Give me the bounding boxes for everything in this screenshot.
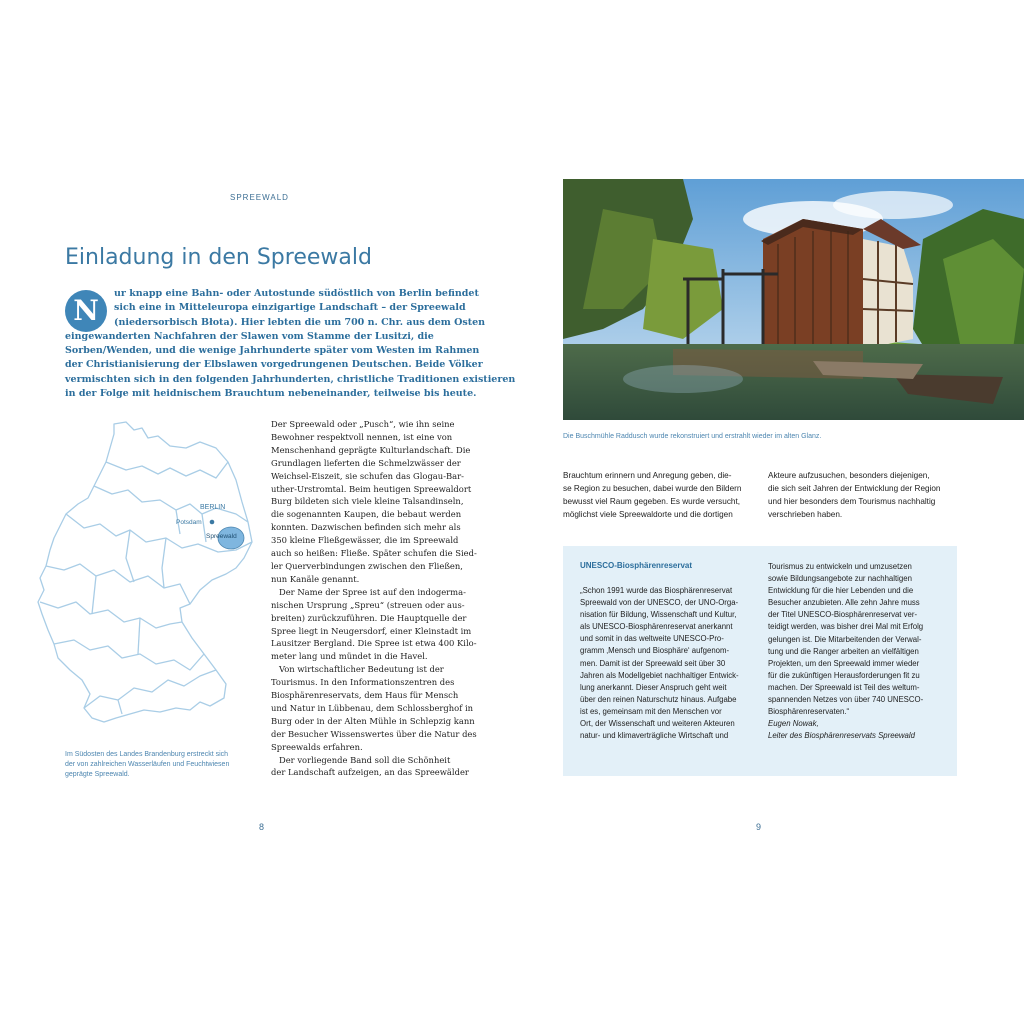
lead-line: vermischten sich in den folgenden Jahrhunderten, christliche Traditionen existieren bbox=[65, 373, 516, 385]
map-label-berlin: BERLIN bbox=[200, 504, 226, 511]
body-line: Lausitzer Bergland. Die Spree ist etwa 400 Kilo- bbox=[271, 638, 477, 649]
map-label-potsdam: Potsdam bbox=[176, 519, 202, 526]
infobox-line: über den reinen Naturschutz hinaus. Aufgabe bbox=[580, 694, 737, 704]
infobox-line: Besucher anzubieten. Alle zehn Jahre muss bbox=[768, 598, 920, 608]
body-line: nischen Ursprung „Spreu“ (streuen oder aus- bbox=[271, 599, 465, 610]
body-line: Grundlagen lieferten die Schmelzwässer der bbox=[271, 457, 461, 468]
lead-line: Sorben/Wenden, und die wenige Jahrhunderte später vom Westen im Rahmen bbox=[65, 345, 480, 357]
infobox-column-1 bbox=[580, 585, 760, 742]
infobox-line: machen. Der Spreewald ist Teil des weltum- bbox=[768, 682, 920, 692]
caption-line: der von zahlreichen Wasserläufen und Feuchtwiesen bbox=[65, 761, 230, 768]
page-number-right: 9 bbox=[756, 822, 762, 832]
infobox-line: nisation für Bildung, Wissenschaft und Kultur, bbox=[580, 610, 737, 620]
infobox-line: sowie Bildungsangebote zur nachhaltigen bbox=[768, 574, 912, 584]
body-line: 350 kleine Fließgewässer, die im Spreewald bbox=[271, 535, 459, 546]
body-line: Von wirtschaftlicher Bedeutung ist der bbox=[271, 664, 444, 675]
lead-paragraph bbox=[65, 287, 516, 401]
infobox-line: men. Damit ist der Spreewald seit über 30 bbox=[580, 658, 726, 668]
body-line: meter lang und mündet in die Havel. bbox=[271, 651, 428, 662]
body-line: konnten. Dazwischen befinden sich mehr als bbox=[271, 522, 461, 533]
dropcap: N bbox=[65, 290, 107, 332]
infobox-line: teidigt werden, was bisher drei Mal mit Erfolg bbox=[768, 622, 924, 632]
body-line: Burg oder in der Alten Mühle in Schlepzig kann bbox=[271, 715, 475, 726]
infobox-line: gramm ‚Mensch und Biosphäre‘ aufgenom- bbox=[580, 646, 730, 656]
infobox-line: Biosphärenreservaten.“ bbox=[768, 707, 850, 717]
infobox-line: und somit in das weltweite UNESCO-Pro- bbox=[580, 634, 724, 644]
infobox-author: Eugen Nowak, bbox=[768, 719, 819, 729]
section-label: SPREEWALD bbox=[230, 193, 289, 202]
infobox-line: als UNESCO-Biosphärenreservat anerkannt bbox=[580, 622, 733, 632]
lead-line: (niedersorbisch Błota). Hier lebten die um 700 n. Chr. aus dem Osten bbox=[114, 316, 486, 328]
body-line: der Landschaft aufzeigen, an das Spreewälder bbox=[271, 767, 469, 778]
body-line: uther-Urstromtal. Beim heutigen Spreewaldort bbox=[271, 483, 472, 494]
text-line: Brauchtum erinnern und Anregung geben, die- bbox=[563, 471, 732, 480]
body-line: Weichsel-Eiszeit, sie schufen das Glogau-Bar- bbox=[271, 470, 464, 481]
infobox-line: lung anerkannt. Dieser Anspruch geht weit bbox=[580, 682, 727, 692]
lead-line: eingewanderten Nachfahren der Slawen vom Stamme der Lusitzi, die bbox=[65, 330, 434, 342]
infobox-author-role: Leiter des Biosphärenreservats Spreewald bbox=[768, 731, 915, 741]
text-line: möglichst viele Spreewaldorte und die dortigen bbox=[563, 509, 733, 519]
infobox-title: UNESCO-Biosphärenreservat bbox=[580, 561, 693, 570]
caption-line: Im Südosten des Landes Brandenburg erstreckt sich bbox=[65, 751, 229, 758]
body-line: die sogenannten Kaupen, die bebaut werden bbox=[271, 509, 462, 520]
potsdam-marker bbox=[210, 520, 215, 525]
infobox-line: spannenden Netzes von über 740 UNESCO- bbox=[768, 695, 924, 705]
infobox-column-2 bbox=[768, 561, 953, 742]
body-line: Bewohner respektvoll nennen, ist eine von bbox=[271, 431, 453, 442]
infobox-line: Jahren als Modellgebiet nachhaltiger Entwick- bbox=[580, 670, 739, 680]
body-line: Spreewalds erfahren. bbox=[271, 741, 363, 752]
text-line: die sich seit Jahren der Entwicklung der Region bbox=[768, 483, 941, 493]
body-line: Tourismus. In den Informationszentren des bbox=[271, 677, 455, 688]
body-line: der Besucher Wissenswertes über die Natur des bbox=[271, 728, 477, 739]
body-column bbox=[271, 418, 477, 779]
infobox-line: gelungen ist. Die Mitarbeitenden der Verwal- bbox=[768, 634, 922, 644]
infobox-line: „Schon 1991 wurde das Biosphärenreservat bbox=[580, 586, 733, 595]
unesco-infobox bbox=[563, 546, 957, 776]
mill-photo bbox=[563, 179, 1024, 420]
map-label-spreewald: Spreewald bbox=[206, 533, 237, 540]
caption-line: geprägte Spreewald. bbox=[65, 771, 130, 778]
text-line: und hier besonders dem Tourismus nachhaltig bbox=[768, 496, 936, 506]
page-title: Einladung in den Spreewald bbox=[65, 245, 372, 270]
body-line: Biosphärenreservats, dem Haus für Mensch bbox=[271, 690, 459, 701]
infobox-line: Tourismus zu entwickeln und umzusetzen bbox=[768, 562, 912, 571]
body-line: Der Spreewald oder „Pusch“, wie ihn seine bbox=[271, 419, 455, 429]
body-line: ler Querverbindungen zwischen den Fließen, bbox=[271, 560, 463, 571]
text-column-1 bbox=[563, 470, 753, 522]
lead-line: der Christianisierung der Elbslawen vorgedrungenen Deutschen. Beide Völker bbox=[65, 359, 483, 371]
infobox-line: ist es, gemeinsam mit den Menschen vor bbox=[580, 706, 722, 716]
text-line: se Region zu besuchen, dabei wurde den Bildern bbox=[563, 483, 742, 493]
lead-line: sich eine in Mitteleuropa einzigartige Landschaft – der Spreewald bbox=[114, 302, 466, 314]
infobox-line: Ort, der Wissenschaft und weiteren Akteuren bbox=[580, 719, 735, 729]
infobox-line: der Titel UNESCO-Biosphärenreservat ver- bbox=[768, 610, 918, 620]
infobox-line: Spreewald von der UNESCO, der UNO-Orga- bbox=[580, 598, 739, 608]
text-column-2 bbox=[768, 470, 958, 522]
infobox-line: für die zukünftigen Herausforderungen fit zu bbox=[768, 670, 920, 680]
text-line: bewusst viel Raum gegeben. Es wurde versucht, bbox=[563, 496, 741, 506]
body-line: und Natur in Lübbenau, dem Schlossberghof in bbox=[271, 702, 474, 713]
body-line: breiten) zurückzuführen. Die Hauptquelle der bbox=[271, 612, 467, 623]
body-line: Menschenhand geprägte Kulturlandschaft. Die bbox=[271, 444, 471, 455]
page-number-left: 8 bbox=[259, 822, 265, 832]
germany-map bbox=[30, 418, 260, 738]
text-line: Akteure aufzusuchen, besonders diejenigen, bbox=[768, 471, 930, 480]
lead-line: in der Folge mit heidnischem Brauchtum nebeneinander, teilweise bis heute. bbox=[65, 388, 477, 400]
body-line: nun Kanäle genannt. bbox=[271, 573, 360, 584]
text-line: verschrieben haben. bbox=[768, 509, 843, 519]
map-caption bbox=[65, 750, 229, 780]
infobox-line: Entwicklung für die hier Lebenden und die bbox=[768, 586, 914, 596]
body-line: Der Name der Spree ist auf den indogerma- bbox=[271, 586, 466, 597]
body-line: Der vorliegende Band soll die Schönheit bbox=[271, 754, 451, 765]
body-line: auch so heißen: Fließe. Später schufen die Sied- bbox=[271, 548, 477, 559]
infobox-line: natur- und klimaverträgliche Wirtschaft und bbox=[580, 731, 729, 741]
photo-caption: Die Buschmühle Raddusch wurde rekonstruiert und erstrahlt wieder im alten Glanz. bbox=[563, 433, 822, 440]
lead-line: ur knapp eine Bahn- oder Autostunde südöstlich von Berlin befindet bbox=[114, 288, 479, 299]
infobox-line: tung und die Ranger arbeiten an vielfältigen bbox=[768, 646, 919, 656]
body-line: Spree liegt in Neugersdorf, einer Kleinstadt im bbox=[271, 625, 472, 636]
body-line: Burg bildeten sich viele kleine Talsandinseln, bbox=[271, 496, 464, 507]
infobox-line: Projekten, um den Spreewald immer wieder bbox=[768, 658, 920, 668]
